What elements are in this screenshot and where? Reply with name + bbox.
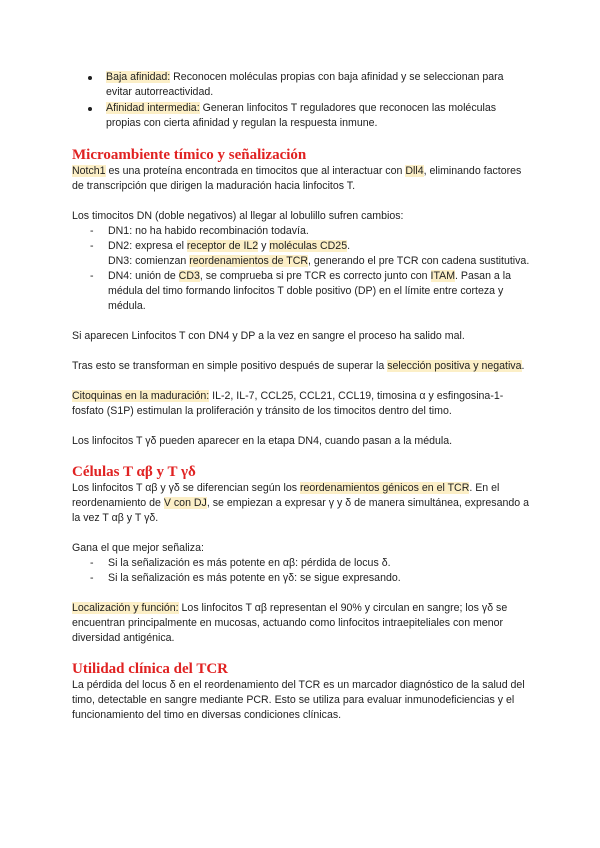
text: , eliminando factores de transcripción que dirigen la maduración hacia linfocitos T. [72,165,522,192]
affinity-list [72,70,532,131]
dash-icon: - [90,572,94,584]
list-item [72,70,532,100]
signal-list [72,556,532,586]
term-highlight: Notch1 [72,165,106,177]
text: , se empiezan a expresar γ y δ de manera simultánea, expresando a la vez T αβ y T γδ. [72,497,529,524]
term-highlight: receptor de IL2 [186,240,259,252]
dash-icon: - [90,557,94,569]
text: DN4: unión de [108,270,179,282]
list-item [72,571,532,586]
term-highlight: reordenamientos de TCR [189,255,309,267]
paragraph-dn-intro: Los timocitos DN (doble negativos) al llegar al lobulillo sufren cambios: [72,210,404,222]
term-highlight: Localización y función: [72,602,179,614]
section-heading-microambiente: Microambiente tímico y señalización [72,147,307,163]
paragraph-localizacion [72,601,532,646]
term-highlight: Afinidad intermedia: [106,102,200,114]
text: . En el reordenamiento de [72,482,500,509]
list-item [72,101,532,131]
text: DN1: no ha habido recombinación todavía. [108,225,309,237]
term-highlight: Citoquinas en la maduración: [72,390,210,402]
list-item-dn2 [72,239,532,269]
text: Tras esto se transforman en simple positivo después de superar la [72,360,388,372]
text: Los linfocitos T αβ y γδ se diferencian según los [72,482,300,494]
term-highlight: ITAM [430,270,456,282]
bullet-icon [88,76,92,80]
item-text: Generan linfocitos T reguladores que reconocen las moléculas propias con cierta afinidad y regulan la respuesta inmune. [106,102,497,129]
document-page [72,70,532,723]
paragraph-simple-positivo [72,359,532,374]
dash-icon: - [90,240,94,252]
term-highlight: Dll4 [405,165,424,177]
list-item [72,556,532,571]
text: Los linfocitos T αβ representan el 90% y circulan en sangre; los γδ se encuentran principalmente en mucosas, actuando como linfocitos intraepiteliales con menor diversidad antigénica. [72,602,508,644]
text: es una proteína encontrada en timocitos que al interactuar con [105,165,406,177]
term-highlight: Baja afinidad: [106,71,171,83]
text: . [347,240,351,252]
text: IL-2, IL-7, CCL25, CCL21, CCL19, timosina α y esfingosina-1-fosfato (S1P) estimulan la proliferación y tránsito de los timocitos dentro del timo. [72,390,504,417]
paragraph-gana: Gana el que mejor señaliza: [72,542,204,554]
list-item-dn4 [72,269,532,314]
list-item-dn1 [72,224,532,239]
term-highlight: CD3 [178,270,200,282]
text: , se comprueba si pre TCR es correcto junto con [199,270,431,282]
text: . [521,360,525,372]
paragraph-citoquinas [72,389,532,419]
text: , generando el pre TCR con cadena sustitutiva. [308,255,530,267]
paragraph-utilidad: La pérdida del locus δ en el reordenamiento del TCR es un marcador diagnóstico de la salud del timo, detectable en sangre mediante PCR. Esto se utiliza para evaluar inmunodeficiencias y el funcionamiento del timo en diversas condiciones clínicas. [72,679,525,721]
paragraph-dn4-dp: Si aparecen Linfocitos T con DN4 y DP a la vez en sangre el proceso ha salido mal. [72,330,465,342]
term-highlight: moléculas CD25 [269,240,348,252]
term-highlight: V con DJ [163,497,207,509]
section-heading-utilidad: Utilidad clínica del TCR [72,661,228,677]
text: Si la señalización es más potente en γδ: se sigue expresando. [108,572,401,584]
item-text: Reconocen moléculas propias con baja afinidad y se seleccionan para evitar autorreactividad. [106,71,504,98]
bullet-icon [88,107,92,111]
dash-icon: - [90,270,94,282]
text: DN2: expresa el [108,240,187,252]
term-highlight: reordenamientos génicos en el TCR [299,482,470,494]
dn-list [72,224,532,314]
paragraph-gamma-delta: Los linfocitos T γδ pueden aparecer en la etapa DN4, cuando pasan a la médula. [72,435,453,447]
paragraph-notch1 [72,164,532,194]
text: DN3: comienzan [108,255,190,267]
paragraph-reordenamientos [72,481,532,526]
text: y [258,240,270,252]
text: Si la señalización es más potente en αβ: pérdida de locus δ. [108,557,391,569]
text: . Pasan a la médula del timo formando linfocitos T doble positivo (DP) en el límite entre corteza y médula. [108,270,511,312]
dash-icon: - [90,225,94,237]
term-highlight: selección positiva y negativa [387,360,522,372]
section-heading-celulas: Células T αβ y T γδ [72,464,196,480]
